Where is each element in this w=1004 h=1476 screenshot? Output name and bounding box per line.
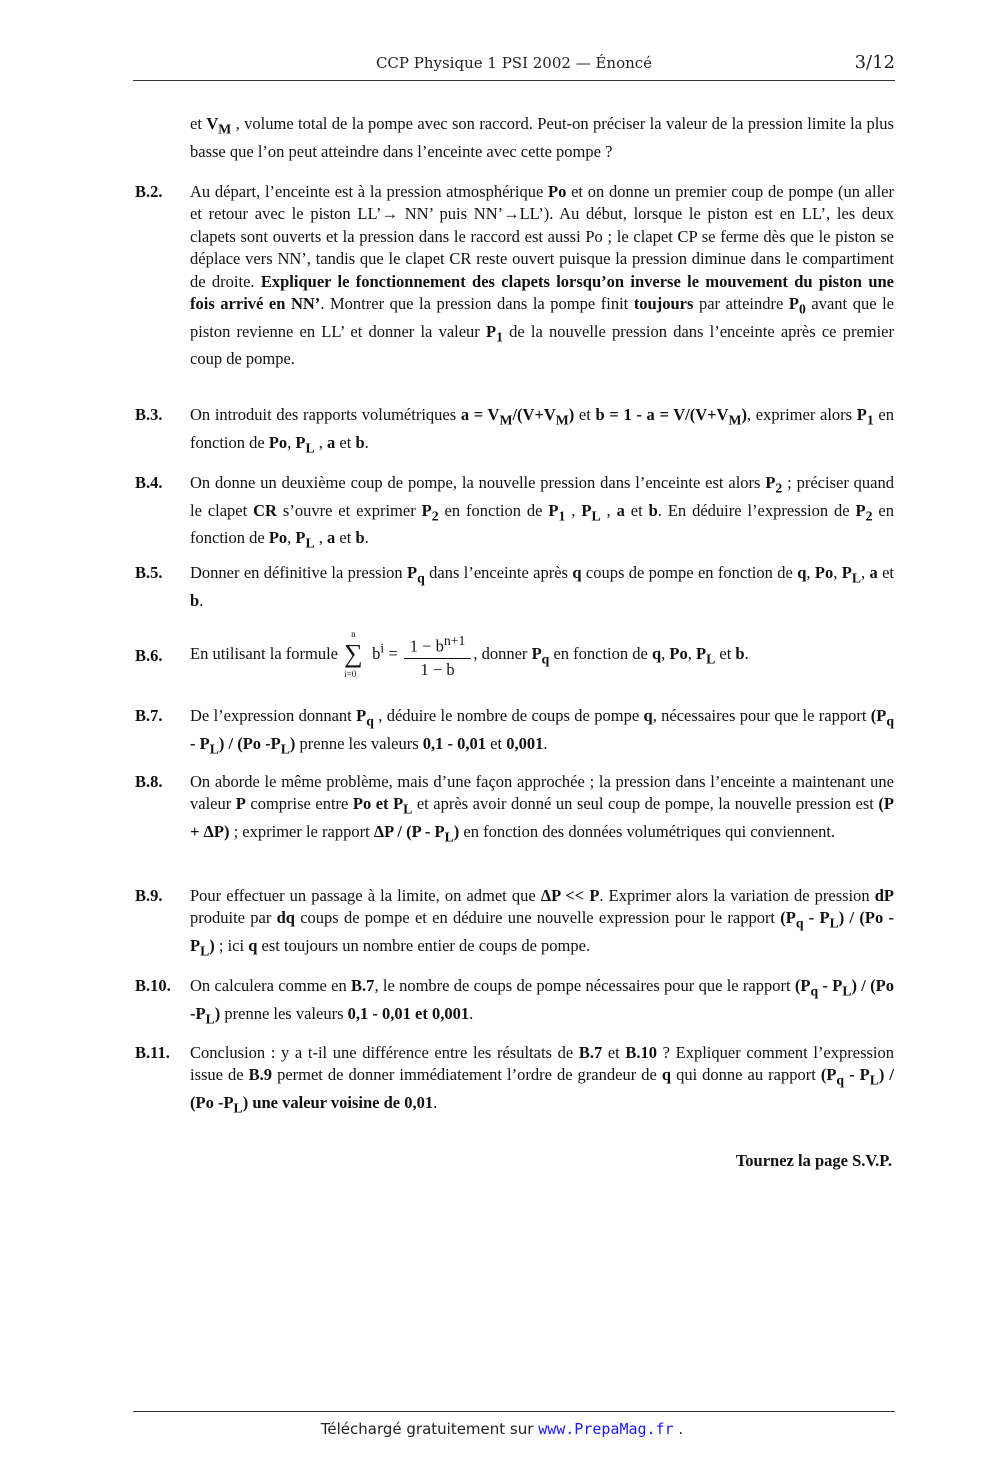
question-text: Donner en définitive la pression $P_q$ dans l’enceinte après q coups de pompe en fonction de q, Po, $P_L$, a et b. [190, 563, 895, 610]
question-text: On aborde le même problème, mais d’une façon approchée ; la pression dans l’enceinte a maintenant une valeur P comprise entre Po et $P_L$ et après avoir donné un seul coup de pompe, la nouvelle pression est (P + ΔP) ; exprimer le rapport ΔP / $(P - P_L)$ en fonction des données volumétriques qui conviennent. [190, 772, 894, 845]
question-number: B.7. [135, 706, 163, 725]
page-number: 3/12 [854, 52, 895, 73]
question-number: B.11. [135, 1043, 170, 1062]
question-number: B.2. [135, 182, 163, 201]
question-text: De l’expression donnant $P_q$ , déduire le nombre de coups de pompe q, nécessaires pour que le rapport $(P_q - P_L) / (Po$ $-P_L$) prenne les valeurs 0,1 - 0,01 et 0,001. [190, 706, 894, 756]
question-number: B.3. [135, 405, 163, 424]
footer-link[interactable]: www.PrepaMag.fr [538, 1420, 674, 1438]
document-title: CCP Physique 1 PSI 2002 — Énoncé [375, 54, 653, 72]
question-number: B.10. [135, 976, 171, 995]
question-text: Pour effectuer un passage à la limite, on admet que ΔP << P. Exprimer alors la variation de pression dP produite par dq coups de pompe et en déduire une nouvelle expression pour le rapport $(P_q - P_L) / (Po$ $-P_L$) ; ici q est toujours un nombre entier de coups de pompe. [190, 886, 894, 959]
header-divider [133, 80, 895, 81]
footer-prefix: Téléchargé gratuitement sur [320, 1420, 539, 1438]
question-number: B.5. [135, 563, 163, 582]
question-text: On introduit des rapports volumétriques $a = V_M/(V+V_M)$ et $b = 1 - a = V/(V+V_M)$, exprimer alors $P_1$ en fonction de Po, $P_L$ , a et b. [190, 405, 894, 455]
question-number: B.4. [135, 473, 163, 492]
page-footer [0, 1420, 1004, 1438]
question-text: Conclusion : y a t-il une différence entre les résultats de B.7 et B.10 ? Expliquer comment l’expression issue de B.9 permet de donner immédiatement l’ordre de grandeur de q qui donne au rapport $(P_q - P_L) / (Po$ $-P_L$) une valeur voisine de 0,01. [190, 1043, 895, 1116]
page-header [133, 54, 895, 80]
question-number: B.9. [135, 886, 163, 905]
footer-suffix: . [673, 1420, 684, 1438]
question-text: En utilisant la formule n ∑ i=0 $b^i$ = $\frac{1 - b^{n+1}}{1 - b}$ , donner $P_q$ en fonction de q, Po, $P_L$ et b. [190, 629, 749, 680]
turn-page-note: Tournez la page S.V.P. [735, 1151, 892, 1170]
question-text: On calculera comme en B.7, le nombre de coups de pompe nécessaires pour que le rapport $(P_q - P_L) / (Po$ $-P_L$) prenne les valeurs 0,1 - 0,01 et 0,001. [190, 976, 894, 1026]
question-number: B.8. [135, 772, 163, 791]
question-text: Au départ, l’enceinte est à la pression atmosphérique Po et on donne un premier coup de pompe (un aller et retour avec le piston LL’→ NN’ puis NN’→LL’). Au début, lorsque le piston est en LL’, les deux clapets sont ouverts et la pression dans le raccord est aussi Po ; le clapet CP se ferme dès que le piston se déplace vers NN’, tandis que le clapet CR reste ouvert puisque la pression diminue dans le compartiment de droite. Expliquer le fonctionnement des clapets lorsqu’on inverse le mouvement du piston une fois arrivé en NN’. Montrer que la pression dans la pompe finit toujours par atteindre $P_0$ avant que le piston revienne en LL’ et donner la valeur $P_1$ de la nouvelle pression dans l’enceinte après ce premier coup de pompe. [190, 182, 894, 369]
footer-divider [133, 1411, 895, 1412]
continuation-paragraph: et $V_M$ , volume total de la pompe avec son raccord. Peut-on préciser la valeur de la pression limite la plus basse que l’on peut atteindre dans l’enceinte avec cette pompe ? [190, 114, 894, 161]
question-text: On donne un deuxième coup de pompe, la nouvelle pression dans l’enceinte est alors $P_2$ ; préciser quand le clapet CR s’ouvre et exprimer $P_2$ en fonction de $P_1$ , $P_L$ , a et b. En déduire l’expression de $P_2$ en fonction de Po, $P_L$ , a et b. [190, 473, 895, 551]
question-number: B.6. [135, 646, 163, 665]
